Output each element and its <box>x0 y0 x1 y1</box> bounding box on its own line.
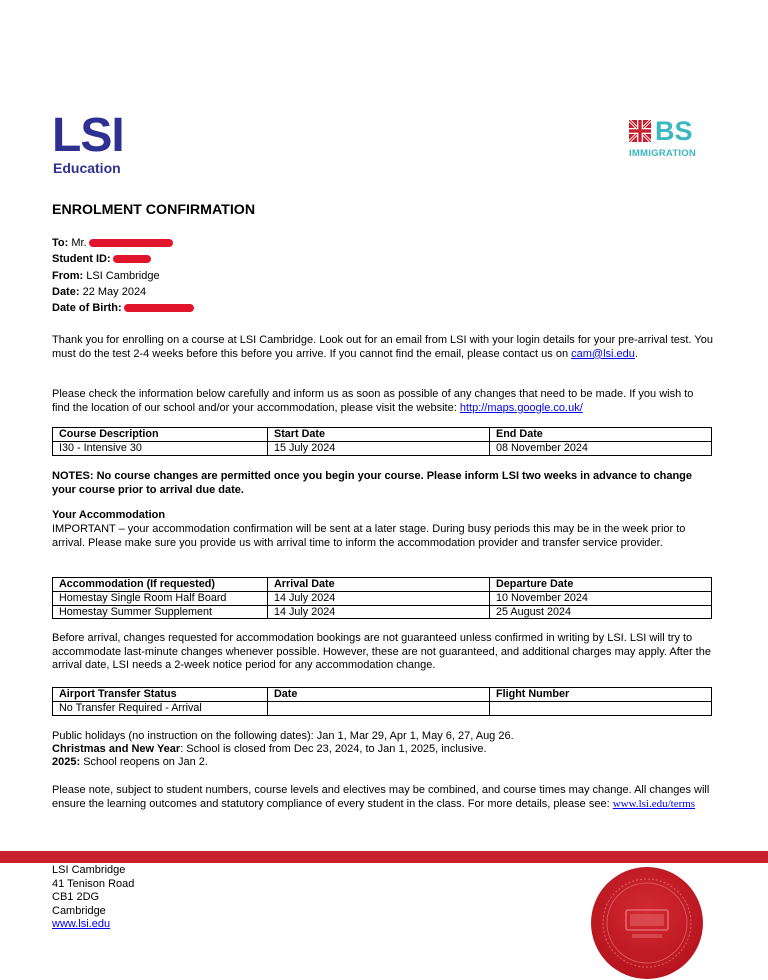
date-line <box>52 286 146 299</box>
check-text: Please check the information below carefully and inform us as soon as possible of any changes that need to be made. If you wish to find the location of our school and/or your accommodation, please visit the website: <box>52 388 694 414</box>
transfer-table <box>52 687 712 716</box>
table-header: End Date <box>490 428 712 442</box>
table-header: Date <box>268 688 490 702</box>
accommodation-table <box>52 577 712 619</box>
reopen-text: School reopens on Jan 2. <box>80 756 208 768</box>
reopen-line <box>52 756 714 770</box>
final-note-paragraph <box>52 784 714 811</box>
table-cell: No Transfer Required - Arrival <box>53 701 268 715</box>
table-row <box>53 591 712 605</box>
reopen-label: 2025: <box>52 756 81 768</box>
lsi-logo-sub: Education <box>53 160 121 176</box>
website-link[interactable]: www.lsi.edu <box>52 918 111 931</box>
table-header: Arrival Date <box>268 578 490 592</box>
table-row <box>53 701 712 715</box>
check-paragraph <box>52 388 714 415</box>
public-holidays-line: Public holidays (no instruction on the following dates): Jan 1, Mar 29, Apr 1, May 6, 27, Aug 26. <box>52 730 514 742</box>
intro-end: . <box>634 347 638 360</box>
table-cell: 14 July 2024 <box>268 605 490 619</box>
redaction-mark <box>89 239 173 247</box>
bs-immigration-logo: BS <box>655 116 693 146</box>
table-header: Departure Date <box>490 578 712 592</box>
table-row <box>53 441 712 455</box>
table-cell: 15 July 2024 <box>268 441 490 455</box>
christmas-text: : School is closed from Dec 23, 2024, to Jan 1, 2025, inclusive. <box>180 743 487 755</box>
table-header: Start Date <box>268 428 490 442</box>
dob-line <box>52 302 194 315</box>
to-line <box>52 237 173 250</box>
student-id-label: Student ID: <box>52 253 111 265</box>
date-label: Date: <box>52 286 80 298</box>
address-line: CB1 2DG <box>52 891 100 904</box>
from-label: From: <box>52 270 84 282</box>
christmas-line <box>52 743 714 757</box>
table-row <box>53 605 712 619</box>
maps-link[interactable]: http://maps.google.co.uk/ <box>459 401 583 414</box>
footer-address <box>52 864 134 932</box>
table-cell <box>268 701 490 715</box>
intro-text: Thank you for enrolling on a course at LSI Cambridge. Look out for an email from LSI with your login details for your pre-arrival test. You must do the test 2-4 weeks before this before you arrive. If you cannot find the email, please contact us on <box>52 334 713 360</box>
table-cell: 10 November 2024 <box>490 591 712 605</box>
table-cell: 25 August 2024 <box>490 605 712 619</box>
table-cell: I30 - Intensive 30 <box>53 441 268 455</box>
union-flag-icon <box>629 120 651 142</box>
table-header: Flight Number <box>490 688 712 702</box>
christmas-label: Christmas and New Year <box>52 743 181 755</box>
student-id-line <box>52 253 151 266</box>
footer-divider <box>0 851 768 863</box>
page-title: ENROLMENT CONFIRMATION <box>52 202 256 218</box>
dob-label: Date of Birth: <box>52 302 122 314</box>
terms-link[interactable]: www.lsi.edu/terms <box>612 797 696 810</box>
address-line: LSI Cambridge <box>52 864 126 876</box>
to-value: Mr. <box>71 237 87 249</box>
lsi-logo: LSI <box>52 109 124 162</box>
bs-immigration-sub: IMMIGRATION <box>629 148 697 159</box>
notes-paragraph: NOTES: No course changes are permitted once you begin your course. Please inform LSI two weeks in advance to change your course prior to arrival due date. <box>52 470 693 496</box>
address-line: 41 Tenison Road <box>52 877 135 890</box>
from-line <box>52 270 160 283</box>
accommodation-heading: Your Accommodation <box>52 509 166 521</box>
table-header: Accommodation (If requested) <box>53 578 268 592</box>
to-label: To: <box>52 237 69 249</box>
contact-email-link[interactable]: cam@lsi.edu <box>571 347 635 360</box>
table-header-row <box>53 688 712 702</box>
from-value: LSI Cambridge <box>86 270 160 282</box>
table-header-row <box>53 578 712 592</box>
table-cell: 08 November 2024 <box>490 441 712 455</box>
table-cell: Homestay Single Room Half Board <box>53 591 268 605</box>
table-cell: 14 July 2024 <box>268 591 490 605</box>
table-header: Airport Transfer Status <box>53 688 268 702</box>
table-cell <box>490 701 712 715</box>
address-line: Cambridge <box>52 904 106 917</box>
course-table <box>52 427 712 456</box>
accommodation-paragraph: IMPORTANT – your accommodation confirmation will be sent at a later stage. During busy periods this may be in the week prior to arrival. Please make sure you provide us with arrival time to inform the accommodation provider and transfer service provider. <box>52 523 686 549</box>
table-header-row <box>53 428 712 442</box>
before-arrival-paragraph: Before arrival, changes requested for accommodation bookings are not guaranteed unless confirmed in writing by LSI. LSI will try to accommodate last-minute changes whenever possible. However, these are not guaranteed, and additional charges may apply. After the arrival date, LSI needs a 2-week notice period for any accommodation change. <box>52 632 711 672</box>
intro-paragraph <box>52 334 714 361</box>
final-note-text: Please note, subject to student numbers, course levels and electives may be combined, and course times may change. All changes will ensure the learning outcomes and statutory compliance of every student in the class. For more details, please see: <box>52 784 710 810</box>
redaction-mark <box>113 255 151 263</box>
table-cell: Homestay Summer Supplement <box>53 605 268 619</box>
table-header: Course Description <box>53 428 268 442</box>
lsi-seal-icon <box>590 866 704 980</box>
redaction-mark <box>124 304 194 312</box>
date-value: 22 May 2024 <box>82 286 147 298</box>
